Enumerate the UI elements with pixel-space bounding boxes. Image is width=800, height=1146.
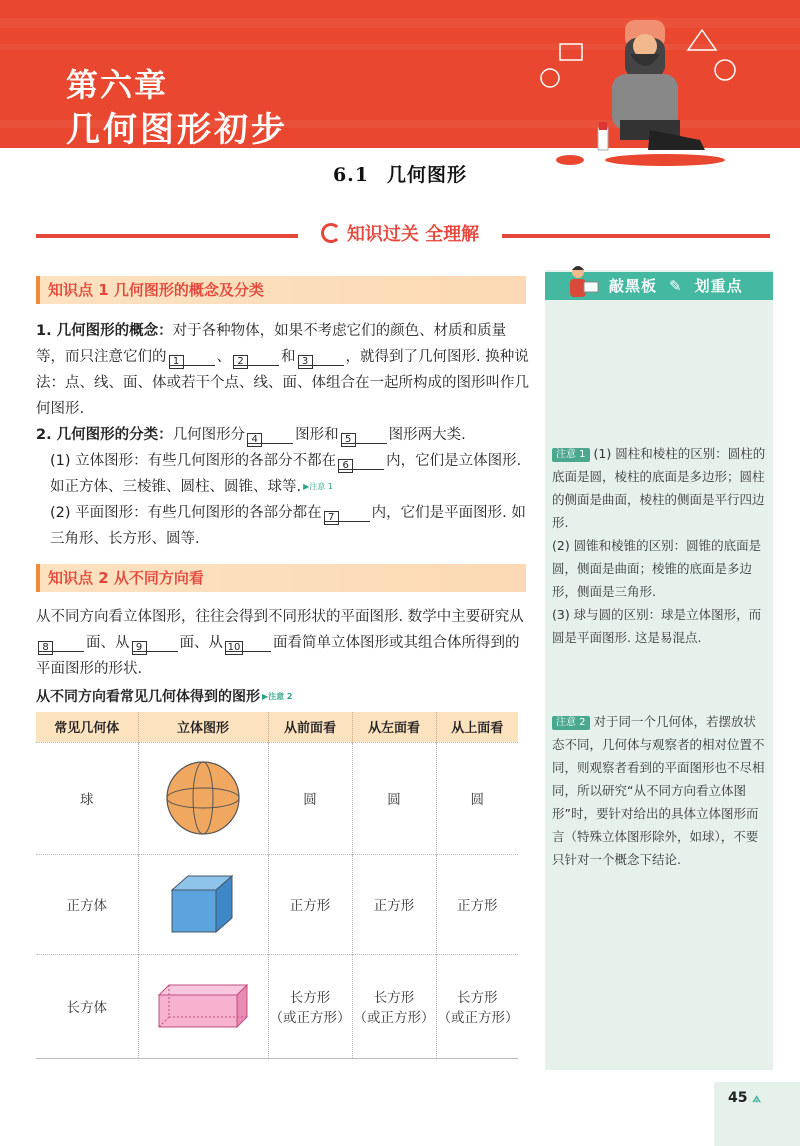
- table-row: [36, 742, 518, 854]
- note-ref-2[interactable]: ▶注意 2: [262, 692, 293, 701]
- table-row: [36, 954, 518, 1058]
- kp1-definition: 1. 几何图形的概念：对于各种物体，如果不考虑它们的颜色、材质和质量等，而只注意它们的 1 、 2 和 3 ，就得到了几何图形. 换种说法：点、线、面、体或若干个点、线、面、体组合在一起所构成的图形叫作几何图形.: [36, 323, 529, 417]
- kp1-solid-figures: (1) 立体图形：有些几何图形的各部分不都在 6 内，它们是立体图形. 如正方体、三棱锥、圆柱、圆锥、球等. ▶注意 1: [36, 448, 532, 500]
- view-left: 正方形: [352, 854, 436, 954]
- kp1-p1-text-a: 对于各种物体，如果不考虑它们的颜色、材质和质量等，而只注意它们的: [36, 323, 507, 365]
- kp1-classification: 2. 几何图形的分类：几何图形分 4 图形和 5 图形两大类.: [36, 427, 466, 445]
- blank-5[interactable]: 5: [341, 426, 387, 444]
- cuboid-icon: [155, 983, 251, 1029]
- note-2: 注意 2 对于同一个几何体，若摆放状态不同，几何体与观察者的相对位置不同，则观察者看到的平面图形也不尽相同，所以研究“从不同方向看立体图形”时，要针对给出的具体立体图形而言（特殊立体图形除外，如球），不要只针对一个概念下结论.: [552, 714, 765, 867]
- kp1-p2-label: 2. 几何图形的分类：: [36, 427, 173, 443]
- header-left: 从左面看: [352, 712, 436, 742]
- note-1-tag: 注意 1: [552, 448, 590, 462]
- banner-rule-left: [36, 234, 298, 238]
- table-row: [36, 854, 518, 954]
- header-figure: 立体图形: [138, 712, 268, 742]
- note-ref-1[interactable]: ▶注意 1: [303, 482, 333, 491]
- swirl-icon: [321, 223, 341, 243]
- view-front: 圆: [268, 742, 352, 854]
- cube-figure: [138, 854, 268, 954]
- section-title: [0, 160, 800, 187]
- side-panel-header: 敲黑板 ✎ 划重点: [545, 272, 773, 300]
- kp1-p1-label: 1. 几何图形的概念：: [36, 323, 173, 339]
- knowledge-banner-text: 知识过关 全理解: [346, 224, 480, 245]
- view-left: 长方形 （或正方形）: [352, 954, 436, 1058]
- teacher-icon: [560, 262, 600, 302]
- table-title: 从不同方向看常见几何体得到的图形 ▶注意 2: [36, 689, 293, 705]
- view-front: 正方形: [268, 854, 352, 954]
- row-name: 正方体: [36, 854, 138, 954]
- blank-7[interactable]: 7: [324, 504, 370, 522]
- view-front: 长方形 （或正方形）: [268, 954, 352, 1058]
- blank-10[interactable]: 10: [225, 634, 271, 652]
- note-1: 注意 1 (1) 圆柱和棱柱的区别：圆柱的底面是圆，棱柱的底面是多边形；圆柱的侧面是曲面，棱柱的侧面是平行四边形. (2) 圆锥和棱锥的区别：圆锥的底面是圆，侧面是曲面；棱锥的底面是多边形，侧面是三角形. (3) 球与圆的区别：球是立体图形，而圆是平面图形. 这是易混点.: [552, 446, 766, 645]
- note-2-tag: 注意 2: [552, 716, 590, 730]
- header-solid: 常见几何体: [36, 712, 138, 742]
- blank-9[interactable]: 9: [132, 634, 178, 652]
- header-front: 从前面看: [268, 712, 352, 742]
- view-top: 圆: [436, 742, 518, 854]
- knowledge-banner: [298, 220, 502, 250]
- row-name: 球: [36, 742, 138, 854]
- side-panel: [545, 270, 773, 1070]
- sphere-figure: [138, 742, 268, 854]
- views-table: [36, 712, 518, 1059]
- blank-6[interactable]: 6: [338, 452, 384, 470]
- view-top: 正方形: [436, 854, 518, 954]
- chapter-title: 几何图形初步: [66, 110, 288, 150]
- cube-icon: [168, 872, 238, 936]
- blank-1[interactable]: 1: [169, 348, 215, 366]
- kp1-heading: 知识点 1 几何图形的概念及分类: [36, 276, 526, 304]
- blank-2[interactable]: 2: [233, 348, 279, 366]
- compass-icon: ⟑: [752, 1090, 761, 1106]
- section-number: 6.1: [332, 164, 370, 186]
- view-left: 圆: [352, 742, 436, 854]
- cuboid-figure: [138, 954, 268, 1058]
- chapter-number: 第六章: [66, 66, 169, 104]
- page-number: 45 ⟑: [728, 1090, 761, 1106]
- blank-3[interactable]: 3: [298, 348, 344, 366]
- blank-8[interactable]: 8: [38, 634, 84, 652]
- section-title-text: 几何图形: [387, 164, 468, 186]
- pen-icon: ✎: [669, 277, 683, 295]
- row-name: 长方体: [36, 954, 138, 1058]
- kp1-p1-text-b: ，就得到了几何图形. 换种说法：点、线、面、体或若干个点、线、面、体组合在一起所构成的图形叫作几何图形.: [36, 349, 529, 417]
- chapter-illustration: [530, 0, 800, 172]
- banner-rule-right: [502, 234, 770, 238]
- header-top: 从上面看: [436, 712, 518, 742]
- blank-4[interactable]: 4: [247, 426, 293, 444]
- kp1-plane-figures: (2) 平面图形：有些几何图形的各部分都在 7 内，它们是平面图形. 如三角形、长方形、圆等.: [50, 505, 526, 547]
- kp2-heading: 知识点 2 从不同方向看: [36, 564, 526, 592]
- view-top: 长方形 （或正方形）: [436, 954, 518, 1058]
- table-header-row: [36, 712, 518, 742]
- sphere-icon: [163, 758, 243, 838]
- kp2-text: 从不同方向看立体图形，往往会得到不同形状的平面图形. 数学中主要研究从8 面、从 9 面、从 10 面看简单立体图形或其组合体所得到的平面图形的形状.: [36, 609, 524, 677]
